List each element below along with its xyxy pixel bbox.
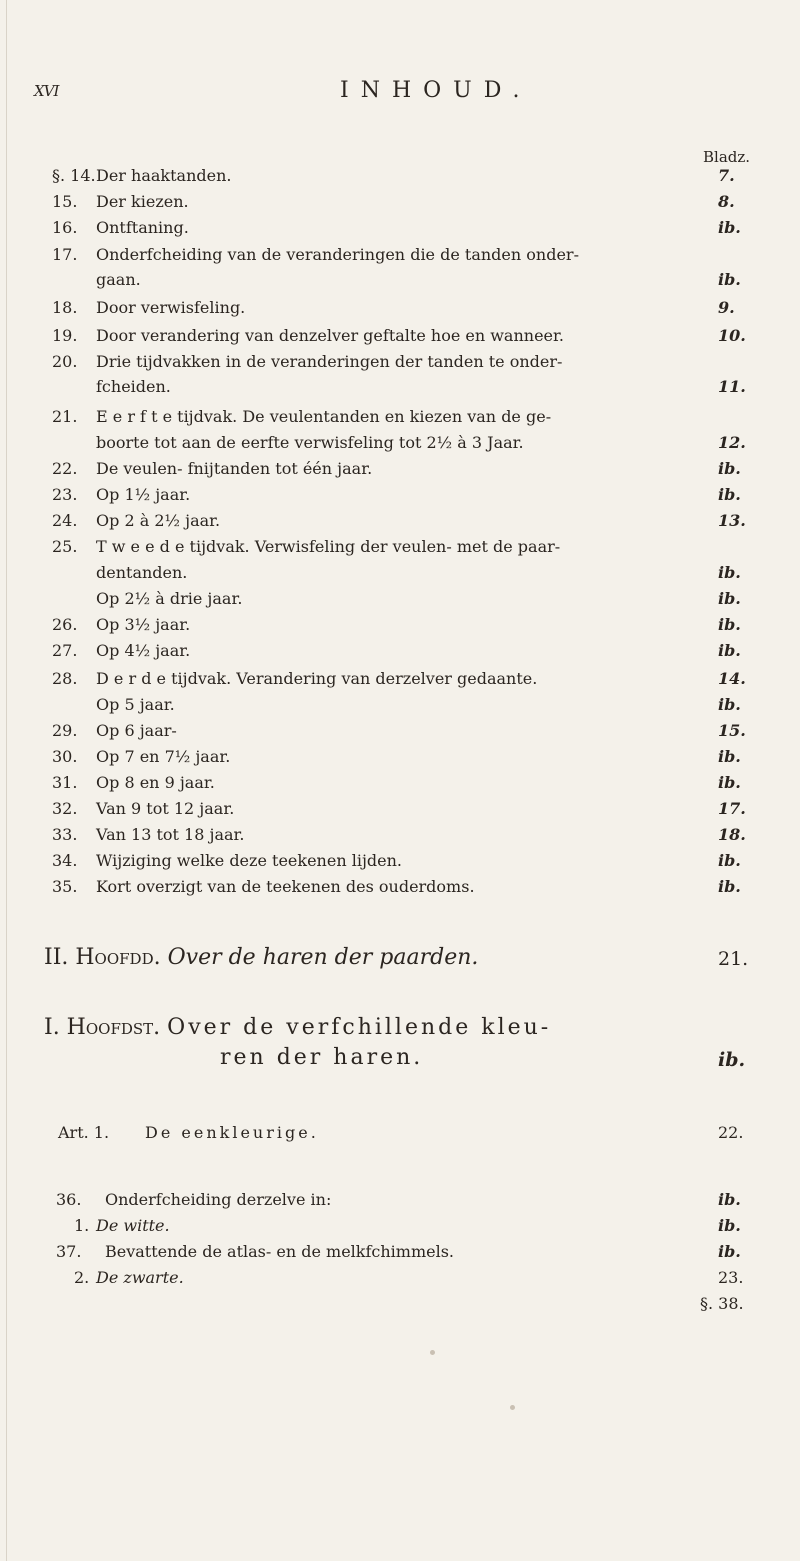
entry-text: Door verwisfeling. <box>96 298 246 317</box>
entry-number: 20. <box>52 352 78 371</box>
entry-number: 15. <box>52 192 78 211</box>
entry-text: Onderfcheiding van de veranderingen die de tanden onder- <box>96 245 579 264</box>
toc-row <box>0 298 800 324</box>
entry-page: 9. <box>718 298 735 317</box>
section-label: II. Hoofdd. <box>44 945 161 970</box>
entry-number: 29. <box>52 721 78 740</box>
entry-text: Op 1½ jaar. <box>96 485 191 504</box>
entry-number: 36. <box>56 1190 82 1209</box>
article-title: De eenkleurige. <box>145 1123 319 1142</box>
entry-number: 27. <box>52 641 78 660</box>
entry-page: ib. <box>718 218 741 237</box>
entry-page: 23. <box>718 1268 744 1287</box>
entry-number: 17. <box>52 245 78 264</box>
entry-number: 26. <box>52 615 78 634</box>
toc-row <box>0 537 800 563</box>
entry-page: 15. <box>718 721 746 740</box>
toc-row <box>0 799 800 825</box>
entry-page: ib. <box>718 1216 741 1235</box>
toc-row <box>0 1190 800 1216</box>
entry-page: 7. <box>718 166 735 185</box>
toc-row <box>0 721 800 747</box>
entry-page: ib. <box>718 641 741 660</box>
entry-page: ib. <box>718 589 741 608</box>
entry-number: 28. <box>52 669 78 688</box>
entry-page: 12. <box>718 433 746 452</box>
entry-text: Op 7 en 7½ jaar. <box>96 747 231 766</box>
entry-text: fcheiden. <box>96 377 171 396</box>
article-row <box>0 1123 800 1149</box>
entry-text: Bevattende de atlas- en de melkfchimmels. <box>105 1242 454 1261</box>
entry-text: Van 13 tot 18 jaar. <box>96 825 245 844</box>
entry-text: T w e e d e tijdvak. Verwisfeling der veulen- met de paar- <box>96 537 561 556</box>
entry-number: 35. <box>52 877 78 896</box>
toc-row <box>0 245 800 271</box>
chapter-heading <box>44 1015 551 1040</box>
entry-page: ib. <box>718 1242 741 1261</box>
entry-page: 8. <box>718 192 735 211</box>
toc-row <box>0 270 800 296</box>
entry-number: 34. <box>52 851 78 870</box>
entry-page: 17. <box>718 799 746 818</box>
entry-text: Op 8 en 9 jaar. <box>96 773 215 792</box>
entry-page: ib. <box>718 459 741 478</box>
entry-page: 11. <box>718 377 746 396</box>
toc-row <box>0 563 800 589</box>
entry-text: Kort overzigt van de teekenen des ouderdoms. <box>96 877 475 896</box>
column-heading: Bladz. <box>703 148 751 166</box>
entry-text: Op 5 jaar. <box>96 695 175 714</box>
entry-page: 14. <box>718 669 746 688</box>
paper-speck <box>510 1405 515 1410</box>
entry-text: Op 6 jaar- <box>96 721 177 740</box>
entry-text: Ontftaning. <box>96 218 189 237</box>
toc-row <box>0 1242 800 1268</box>
toc-row <box>0 166 800 192</box>
toc-row <box>0 1268 800 1294</box>
entry-text: D e r d e tijdvak. Verandering van derzelver gedaante. <box>96 669 538 688</box>
entry-text: Der haaktanden. <box>96 166 232 185</box>
toc-row <box>0 218 800 244</box>
toc-row <box>0 326 800 352</box>
chapter-title-line1: Over de verfchillende kleu- <box>167 1015 552 1040</box>
entry-page: ib. <box>718 695 741 714</box>
toc-row <box>0 695 800 721</box>
entry-text: Door verandering van denzelver geftalte hoe en wanneer. <box>96 326 564 345</box>
entry-text: Wijziging welke deze teekenen lijden. <box>96 851 402 870</box>
entry-page: ib. <box>718 1190 741 1209</box>
toc-row <box>0 485 800 511</box>
entry-page: ib. <box>718 563 741 582</box>
article-label: Art. 1. <box>58 1123 110 1142</box>
toc-row <box>0 641 800 667</box>
entry-number: 21. <box>52 407 78 426</box>
entry-number: 16. <box>52 218 78 237</box>
entry-text: Der kiezen. <box>96 192 189 211</box>
section-heading <box>44 945 478 970</box>
toc-row <box>0 433 800 459</box>
toc-row <box>0 192 800 218</box>
toc-row <box>0 589 800 615</box>
entry-text: Onderfcheiding derzelve in: <box>105 1190 332 1209</box>
entry-page: ib. <box>718 747 741 766</box>
toc-row <box>0 377 800 403</box>
entry-number: 33. <box>52 825 78 844</box>
toc-row <box>0 352 800 378</box>
entry-page: ib. <box>718 615 741 634</box>
entry-number: 19. <box>52 326 78 345</box>
toc-row <box>0 1216 800 1242</box>
page-title: INHOUD. <box>340 78 532 103</box>
entry-page: ib. <box>718 270 741 289</box>
entry-number: 18. <box>52 298 78 317</box>
entry-text: dentanden. <box>96 563 188 582</box>
entry-text: Op 3½ jaar. <box>96 615 191 634</box>
page-numeral: XVI <box>34 82 59 100</box>
entry-page: ib. <box>718 485 741 504</box>
entry-number: 30. <box>52 747 78 766</box>
toc-row <box>0 773 800 799</box>
toc-row <box>0 747 800 773</box>
entry-number: 31. <box>52 773 78 792</box>
entry-text: De zwarte. <box>96 1268 184 1287</box>
entry-text: boorte tot aan de eerfte verwisfeling tot 2½ à 3 Jaar. <box>96 433 524 452</box>
section-title: Over de haren der paarden. <box>167 945 479 970</box>
entry-text: E e r f t e tijdvak. De veulentanden en kiezen van de ge- <box>96 407 552 426</box>
paper-speck <box>430 1350 435 1355</box>
entry-number: 2. <box>74 1268 90 1287</box>
chapter-label: I. Hoofdst. <box>44 1015 161 1040</box>
entry-text: De witte. <box>96 1216 170 1235</box>
entry-page: 10. <box>718 326 746 345</box>
entry-text: Van 9 tot 12 jaar. <box>96 799 235 818</box>
article-page: 22. <box>718 1123 744 1142</box>
entry-number: 37. <box>56 1242 82 1261</box>
entry-text: De veulen- fnijtanden tot één jaar. <box>96 459 373 478</box>
toc-row <box>0 877 800 903</box>
catchword: §. 38. <box>700 1294 744 1313</box>
chapter-title-line2 <box>220 1045 423 1070</box>
entry-page: ib. <box>718 773 741 792</box>
entry-page: ib. <box>718 851 741 870</box>
toc-row <box>0 511 800 537</box>
entry-number: 1. <box>74 1216 90 1235</box>
chapter-page: ib. <box>718 1049 746 1071</box>
toc-row <box>0 669 800 695</box>
toc-row <box>0 851 800 877</box>
entry-page: 18. <box>718 825 746 844</box>
entry-number: §. 14. <box>52 166 96 185</box>
entry-page: 13. <box>718 511 746 530</box>
chapter-title-text: ren der haren. <box>220 1045 424 1070</box>
section-page: 21. <box>718 948 749 970</box>
signature-row <box>0 1294 800 1320</box>
entry-text: gaan. <box>96 270 141 289</box>
toc-row <box>0 459 800 485</box>
entry-text: Op 4½ jaar. <box>96 641 191 660</box>
toc-row <box>0 407 800 433</box>
toc-row <box>0 615 800 641</box>
entry-number: 23. <box>52 485 78 504</box>
entry-number: 32. <box>52 799 78 818</box>
entry-number: 25. <box>52 537 78 556</box>
entry-text: Op 2½ à drie jaar. <box>96 589 243 608</box>
entry-text: Op 2 à 2½ jaar. <box>96 511 221 530</box>
entry-page: ib. <box>718 877 741 896</box>
entry-number: 22. <box>52 459 78 478</box>
entry-text: Drie tijdvakken in de veranderingen der tanden te onder- <box>96 352 563 371</box>
entry-number: 24. <box>52 511 78 530</box>
toc-row <box>0 825 800 851</box>
